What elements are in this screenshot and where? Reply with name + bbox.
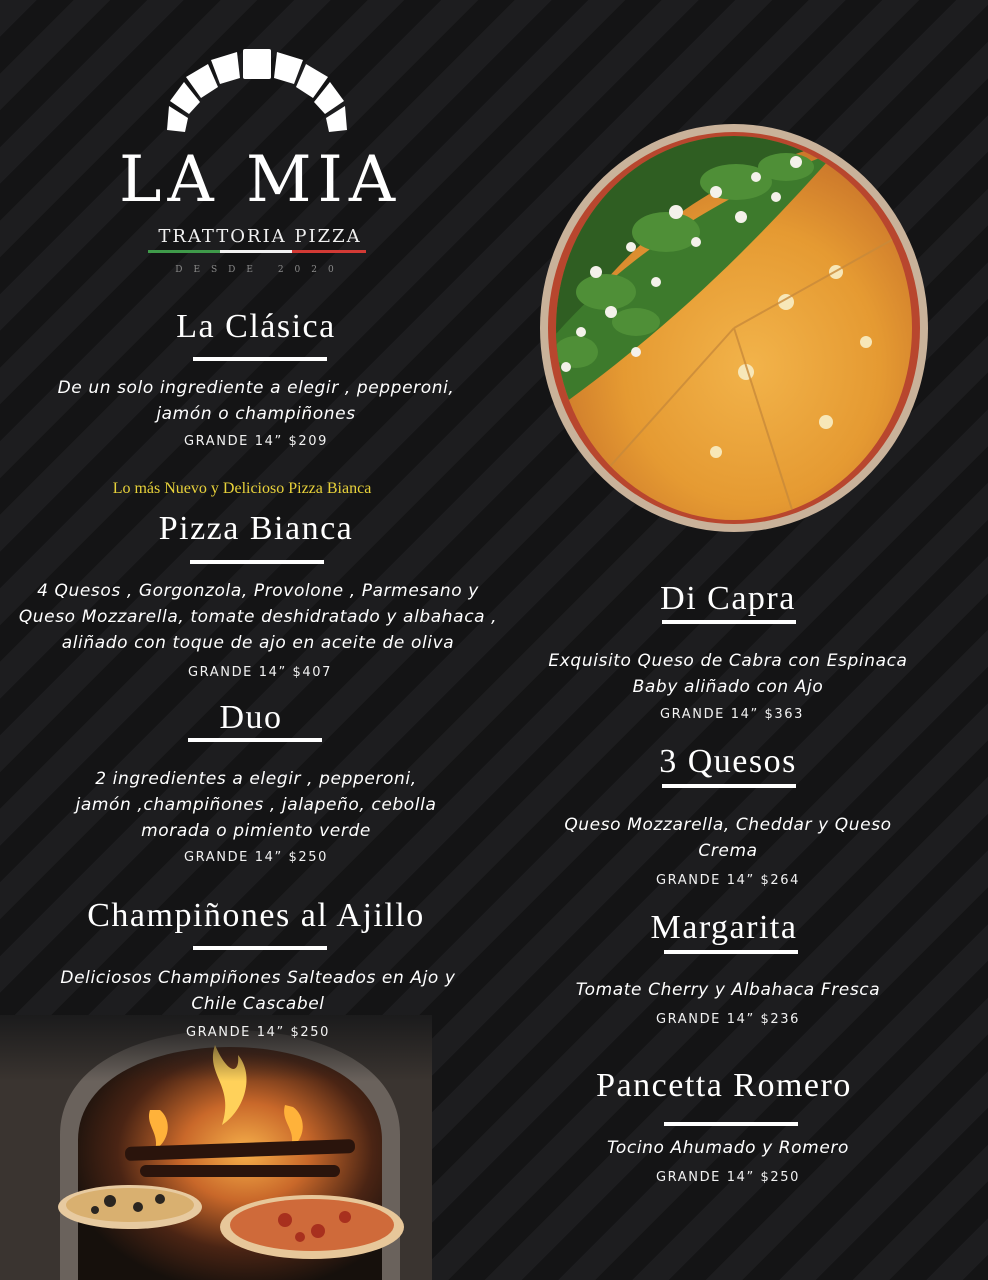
flag-stripe-red	[292, 250, 366, 253]
title-underline	[664, 1122, 798, 1126]
item-price-3-quesos: GRANDE 14” $264	[655, 873, 801, 888]
item-price-margarita: GRANDE 14” $236	[655, 1012, 801, 1027]
item-description-3-quesos: Queso Mozzarella, Cheddar y Queso Crema	[564, 815, 892, 861]
item-description-duo: 2 ingredientes a elegir , pepperoni, jamón ,champiñones , jalapeño, cebolla morada o pimiento verde	[75, 769, 437, 841]
item-title-duo: Duo	[219, 699, 283, 736]
title-underline	[193, 946, 327, 950]
item-price-pizza-bianca: GRANDE 14” $407	[187, 665, 333, 680]
brand-logo	[100, 40, 420, 275]
title-underline	[662, 784, 796, 788]
title-underline	[188, 738, 322, 742]
title-underline	[662, 620, 796, 624]
item-title-pancetta-romero: Pancetta Romero	[596, 1067, 852, 1104]
brand-name: LA MIA	[118, 143, 402, 217]
flag-stripe-white	[220, 250, 292, 253]
oven-arch-logo-icon	[100, 40, 420, 160]
flag-stripe-green	[148, 250, 220, 253]
item-title-pizza-bianca: Pizza Bianca	[158, 510, 354, 547]
pizza-photo	[536, 122, 930, 534]
item-title-la-clasica: La Clásica	[176, 308, 336, 345]
item-price-la-clasica: GRANDE 14” $209	[183, 434, 329, 449]
item-description-la-clasica: De un solo ingrediente a elegir , pepperoni, jamón o champiñones	[57, 378, 455, 424]
title-underline	[193, 357, 327, 361]
title-underline	[664, 950, 798, 954]
item-price-duo: GRANDE 14” $250	[183, 850, 329, 865]
item-price-di-capra: GRANDE 14” $363	[659, 707, 805, 722]
brand-since: DESDE 2020	[175, 265, 345, 275]
item-description-champinones-al-ajillo: Deliciosos Champiñones Salteados en Ajo y Chile Cascabel	[60, 968, 456, 1014]
item-description-di-capra: Exquisito Queso de Cabra con Espinaca Baby aliñado con Ajo	[548, 651, 908, 697]
item-title-margarita: Margarita	[650, 909, 798, 946]
promo-text: Lo más Nuevo y Delicioso Pizza Bianca	[112, 480, 372, 497]
item-title-3-quesos: 3 Quesos	[659, 743, 797, 780]
item-description-pancetta-romero: Tocino Ahumado y Romero	[607, 1138, 849, 1158]
item-price-pancetta-romero: GRANDE 14” $250	[655, 1170, 801, 1185]
item-title-di-capra: Di Capra	[660, 580, 796, 617]
wood-fired-oven-photo	[0, 1015, 432, 1280]
item-description-pizza-bianca: 4 Quesos , Gorgonzola, Provolone , Parmesano y Queso Mozzarella, tomate deshidratado y albahaca , aliñado con toque de ajo en aceite de oliva	[18, 581, 498, 653]
item-title-champinones-al-ajillo: Champiñones al Ajillo	[87, 897, 425, 934]
item-price-champinones-al-ajillo: GRANDE 14” $250	[185, 1025, 331, 1040]
item-description-margarita: Tomate Cherry y Albahaca Fresca	[575, 980, 881, 1000]
brand-subtitle: TRATTORIA PIZZA	[158, 226, 362, 247]
title-underline	[190, 560, 324, 564]
